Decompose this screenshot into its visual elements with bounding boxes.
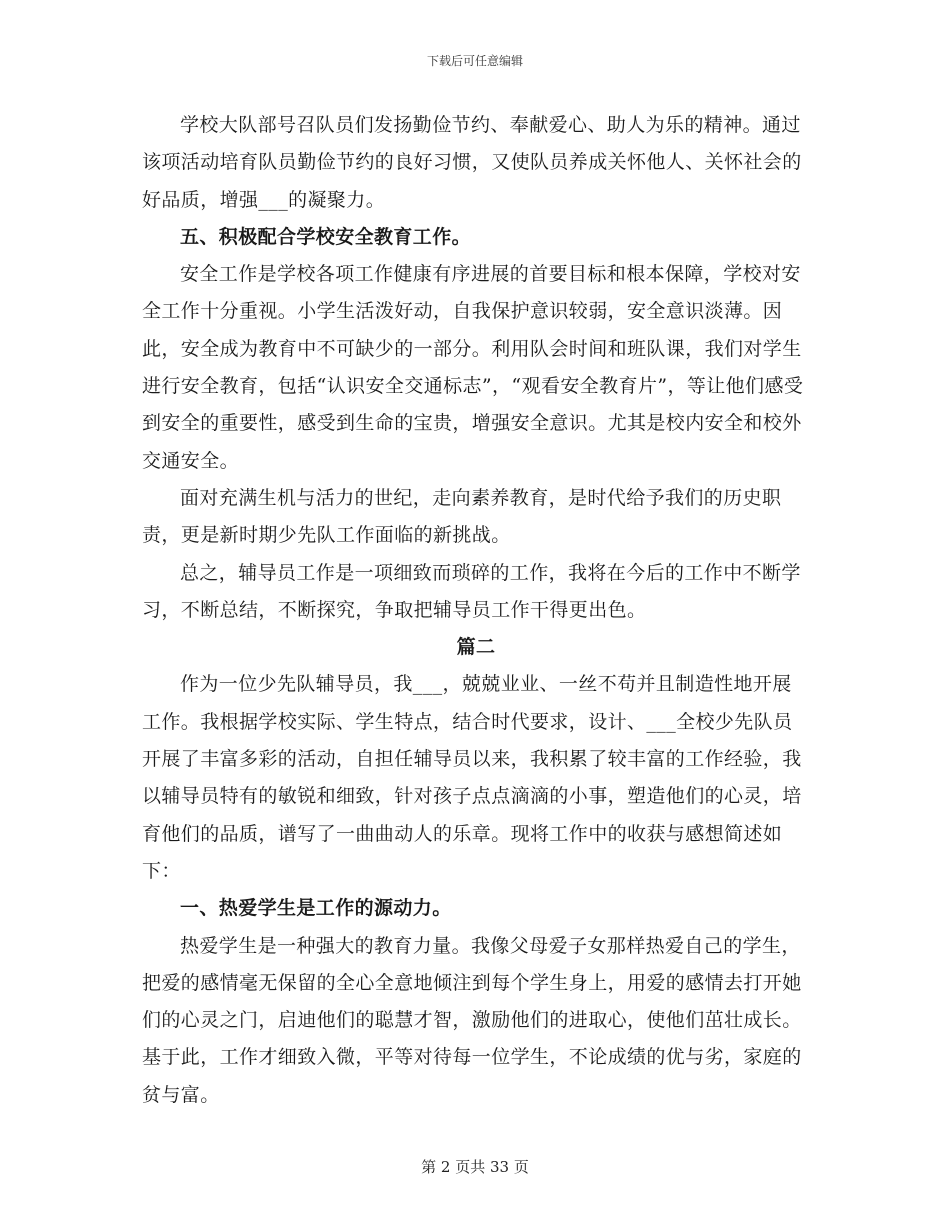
paragraph-love-students: 热爱学生是一种强大的教育力量。我像父母爱子女那样热爱自己的学生，把爱的感情毫无保留的全心全意地倾注到每个学生身上，用爱的感情去打开她们的心灵之门，启迪他们的聪慧才智，激励他们的进取心，使他们茁壮成长。基于此，工作才细致入微，平等对待每一位学生，不论成绩的优与劣，家庭的贫与富。	[142, 934, 802, 1106]
page-footer: 第 2 页共 33 页	[421, 1158, 529, 1176]
paragraph-conclusion: 总之，辅导员工作是一项细致而琐碎的工作，我将在今后的工作中不断学习，不断总结，不断探究，争取把辅导员工作干得更出色。	[142, 561, 801, 621]
chapter-title: 篇二	[456, 636, 496, 659]
paragraph-safety-work: 安全工作是学校各项工作健康有序进展的首要目标和根本保障，学校对安全工作十分重视。小学生活泼好动，自我保护意识较弱，安全意识淡薄。因此，安全成为教育中不可缺少的一部分。利用队会时间和班队课，我们对学生进行安全教育，包括“认识安全交通标志”，“观看安全教育片”，等让他们感受到安全的重要性，感受到生命的宝贵，增强安全意识。尤其是校内安全和校外交通安全。	[142, 263, 804, 472]
section-heading-safety-education: 五、积极配合学校安全教育工作。	[180, 225, 472, 248]
section-heading-love-students: 一、热爱学生是工作的源动力。	[180, 897, 452, 920]
paragraph-volunteer-spirit: 学校大队部号召队员们发扬勤俭节约、奉献爱心、助人为乐的精神。通过该项活动培育队员勤俭节约的良好习惯，又使队员养成关怀他人、关怀社会的好品质，增强___的凝聚力。	[142, 114, 802, 211]
paragraph-counselor-intro: 作为一位少先队辅导员，我___，兢兢业业、一丝不苟并且制造性地开展工作。我根据学校实际、学生特点，结合时代要求，设计、___全校少先队员开展了丰富多彩的活动，自担任辅导员以来，我积累了较丰富的工作经验，我以辅导员特有的敏锐和细致，针对孩子点点滴滴的小事，塑造他们的心灵，培育他们的品质，谱写了一曲曲动人的乐章。现将工作中的收获与感想简述如下：	[142, 673, 802, 882]
paragraph-new-century: 面对充满生机与活力的世纪，走向素养教育，是时代给予我们的历史职责，更是新时期少先队工作面临的新挑战。	[142, 486, 782, 547]
page-header: 下载后可任意编辑	[426, 54, 523, 68]
document-body	[142, 107, 810, 1114]
